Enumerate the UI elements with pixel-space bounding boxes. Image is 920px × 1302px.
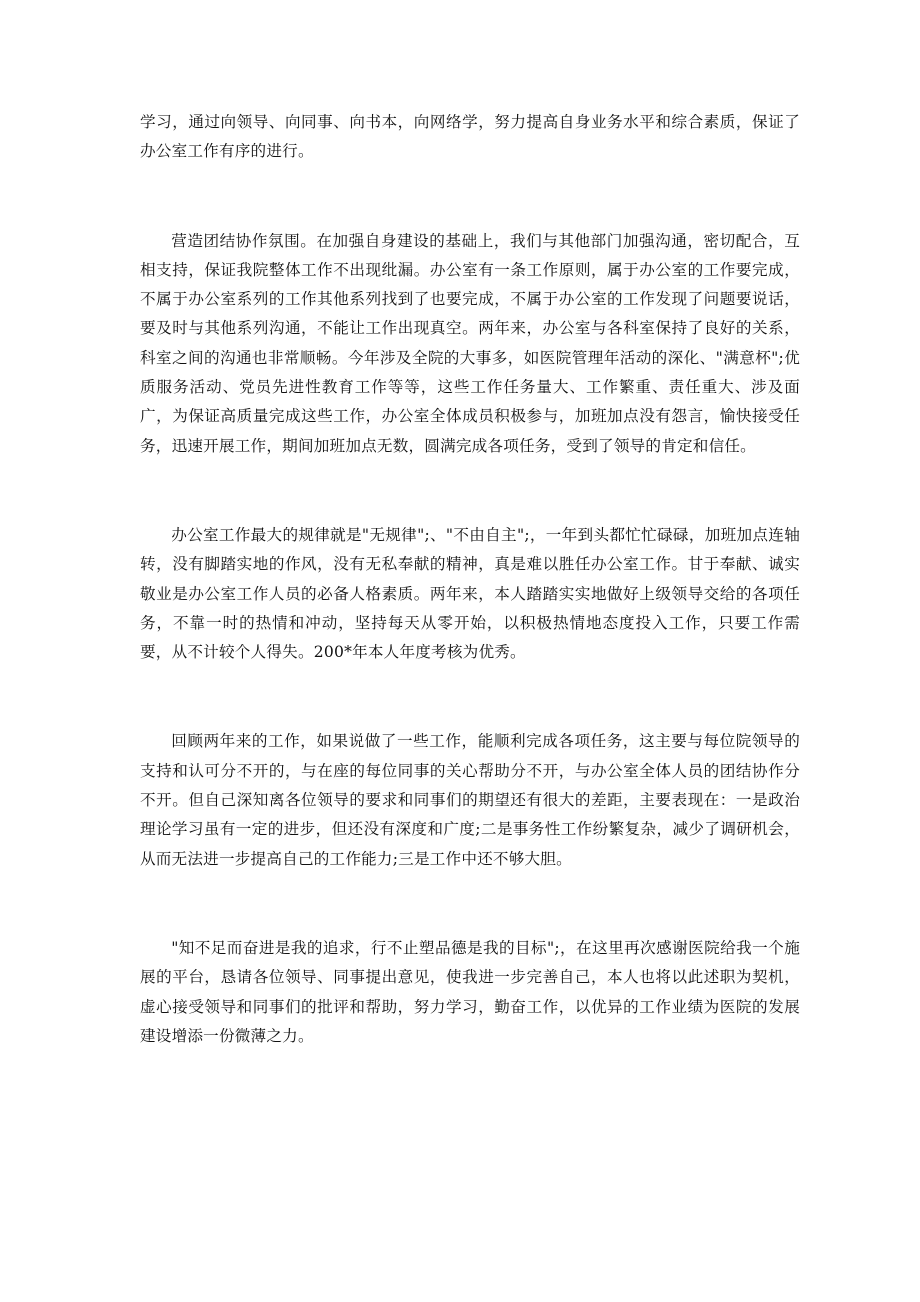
paragraph-gap	[140, 874, 800, 934]
paragraph-3: 办公室工作最大的规律就是"无规律";、"不由自主";，一年到头都忙忙碌碌，加班加点连轴转，没有脚踏实地的作风，没有无私奉献的精神，真是难以胜任办公室工作。甘于奉献、诚实敬业是办公室工作人员的必备人格素质。两年来，本人踏踏实实地做好上级领导交给的各项任务，不靠一时的热情和冲动，坚持每天从零开始，以积极热情地态度投入工作，只要工作需要，从不计较个人得失。200*年本人年度考核为优秀。	[140, 525, 800, 662]
paragraph-2: 营造团结协作氛围。在加强自身建设的基础上，我们与其他部门加强沟通，密切配合，互相支持，保证我院整体工作不出现纰漏。办公室有一条工作原则，属于办公室的工作要完成，不属于办公室系列的工作其他系列找到了也要完成，不属于办公室的工作发现了问题要说话，要及时与其他系列沟通，不能让工作出现真空。两年来，办公室与各科室保持了良好的关系，科室之间的沟通也非常顺畅。今年涉及全院的大事多，如医院管理年活动的深化、"满意杯";优质服务活动、党员先进性教育工作等等，这些工作任务量大、工作繁重、责任重大、涉及面广，为保证高质量完成这些工作，办公室全体成员积极参与，加班加点没有怨言，愉快接受任务，迅速开展工作，期间加班加点无数，圆满完成各项任务，受到了领导的肯定和信任。	[140, 231, 800, 455]
paragraph-gap	[140, 167, 800, 227]
paragraph-gap	[140, 667, 800, 727]
paragraph-4: 回顾两年来的工作，如果说做了一些工作，能顺利完成各项任务，这主要与每位院领导的支持和认可分不开的，与在座的每位同事的关心帮助分不开，与办公室全体人员的团结协作分不开。但自己深知离各位领导的要求和同事们的期望还有很大的差距，主要表现在：一是政治理论学习虽有一定的进步，但还没有深度和广度;二是事务性工作纷繁复杂，减少了调研机会，从而无法进一步提高自己的工作能力;三是工作中还不够大胆。	[140, 732, 800, 868]
paragraph-5: "知不足而奋进是我的追求，行不止塑品德是我的目标";，在这里再次感谢医院给我一个施展的平台，恳请各位领导、同事提出意见，使我进一步完善自己，本人也将以此述职为契机，虚心接受领导和同事们的批评和帮助，努力学习，勤奋工作，以优异的工作业绩为医院的发展建设增添一份微薄之力。	[140, 938, 800, 1045]
paragraph-gap	[140, 461, 800, 521]
paragraph-1: 学习，通过向领导、向同事、向书本，向网络学，努力提高自身业务水平和综合素质，保证了办公室工作有序的进行。	[140, 113, 800, 161]
document-body	[140, 108, 800, 1051]
